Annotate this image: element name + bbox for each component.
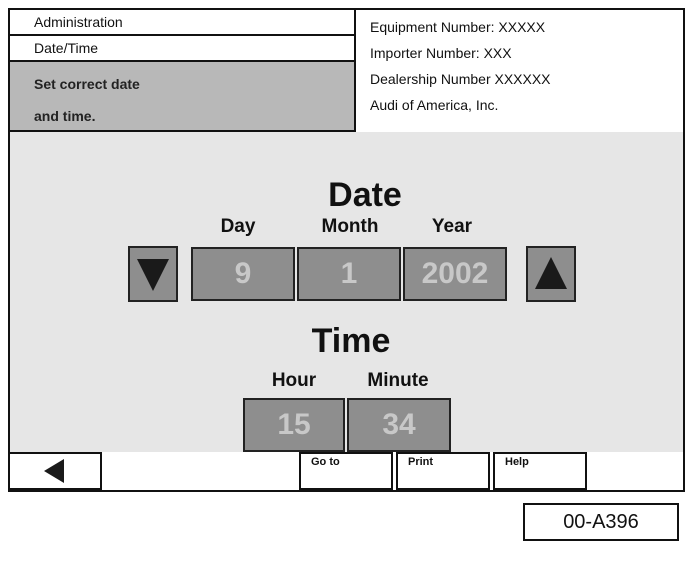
increment-button[interactable] [526, 246, 576, 302]
minute-value[interactable]: 34 [347, 398, 451, 452]
back-button[interactable] [10, 452, 102, 490]
equipment-info [370, 14, 551, 118]
equipment-number: Equipment Number: XXXXX [370, 19, 546, 35]
header-divider [354, 10, 356, 132]
dealership-number: Dealership Number XXXXXX [370, 71, 551, 87]
breadcrumb-date-time[interactable]: Date/Time [10, 36, 354, 62]
instruction-panel [10, 62, 354, 132]
month-value[interactable]: 1 [297, 247, 401, 301]
breadcrumb-administration[interactable]: Administration [10, 10, 354, 36]
instruction-line-1: Set correct date [34, 76, 140, 92]
day-label: Day [220, 216, 256, 237]
company-name: Audi of America, Inc. [370, 97, 499, 113]
goto-button[interactable]: Go to [299, 452, 393, 490]
up-triangle-icon [533, 255, 569, 293]
importer-number: Importer Number: XXX [370, 45, 512, 61]
date-time-panel [10, 132, 683, 452]
left-arrow-icon [40, 456, 70, 486]
help-button[interactable]: Help [493, 452, 587, 490]
minute-label: Minute [367, 370, 429, 391]
time-title: Time [311, 322, 391, 360]
year-label: Year [431, 216, 473, 237]
hour-label: Hour [271, 370, 317, 391]
figure-code: 00-A396 [523, 503, 679, 541]
instruction-line-2: and time. [34, 108, 96, 124]
screen-frame [8, 8, 685, 492]
print-button[interactable]: Print [396, 452, 490, 490]
year-value[interactable]: 2002 [403, 247, 507, 301]
hour-value[interactable]: 15 [243, 398, 345, 452]
month-label: Month [321, 216, 379, 237]
date-title: Date [328, 176, 402, 214]
down-triangle-icon [135, 255, 171, 293]
day-value[interactable]: 9 [191, 247, 295, 301]
decrement-button[interactable] [128, 246, 178, 302]
